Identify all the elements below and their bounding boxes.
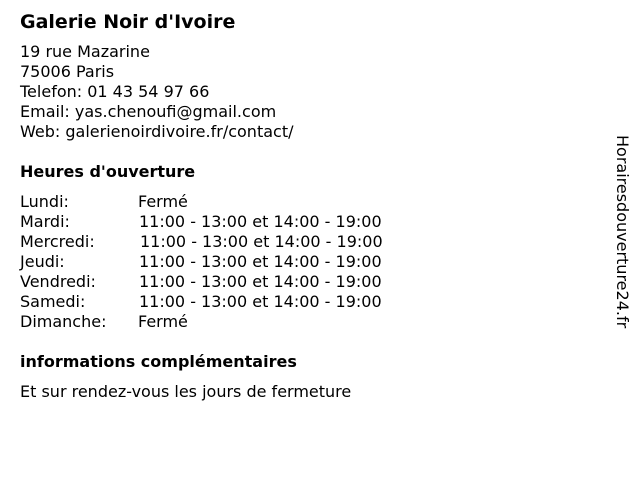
opening-hours-table bbox=[20, 192, 600, 332]
hours-row-sunday bbox=[20, 312, 600, 332]
hours-value: 11:00 - 13:00 et 14:00 - 19:00 bbox=[140, 232, 383, 251]
site-brand-watermark: Horairesdouverture24.fr bbox=[613, 135, 632, 329]
hours-value: 11:00 - 13:00 et 14:00 - 19:00 bbox=[139, 212, 382, 231]
business-name: Galerie Noir d'Ivoire bbox=[20, 11, 236, 33]
day-label: Lundi: bbox=[20, 192, 69, 211]
street-address: 19 rue Mazarine bbox=[20, 42, 150, 61]
business-card bbox=[20, 10, 600, 402]
hours-row-thursday bbox=[20, 252, 600, 272]
email-address: Email: yas.chenoufi@gmail.com bbox=[20, 102, 277, 121]
hours-row-saturday bbox=[20, 292, 600, 312]
day-label: Dimanche: bbox=[20, 312, 107, 331]
hours-row-wednesday bbox=[20, 232, 600, 252]
hours-value: 11:00 - 13:00 et 14:00 - 19:00 bbox=[139, 292, 382, 311]
hours-value: Fermé bbox=[138, 312, 188, 331]
website-link[interactable]: Web: galerienoirdivoire.fr/contact/ bbox=[20, 122, 294, 141]
day-label: Samedi: bbox=[20, 292, 86, 311]
additional-info-heading: informations complémentaires bbox=[20, 352, 297, 371]
hours-value: 11:00 - 13:00 et 14:00 - 19:00 bbox=[139, 272, 382, 291]
hours-row-friday bbox=[20, 272, 600, 292]
phone-number: Telefon: 01 43 54 97 66 bbox=[20, 82, 210, 101]
city-postcode: 75006 Paris bbox=[20, 62, 115, 81]
day-label: Mercredi: bbox=[20, 232, 95, 251]
day-label: Mardi: bbox=[20, 212, 70, 231]
hours-row-monday bbox=[20, 192, 600, 212]
hours-value: 11:00 - 13:00 et 14:00 - 19:00 bbox=[139, 252, 382, 271]
opening-hours-heading: Heures d'ouverture bbox=[20, 162, 196, 181]
hours-row-tuesday bbox=[20, 212, 600, 232]
hours-value: Fermé bbox=[138, 192, 188, 211]
additional-info-text: Et sur rendez-vous les jours de fermeture bbox=[20, 382, 352, 401]
day-label: Jeudi: bbox=[20, 252, 65, 271]
day-label: Vendredi: bbox=[20, 272, 96, 291]
